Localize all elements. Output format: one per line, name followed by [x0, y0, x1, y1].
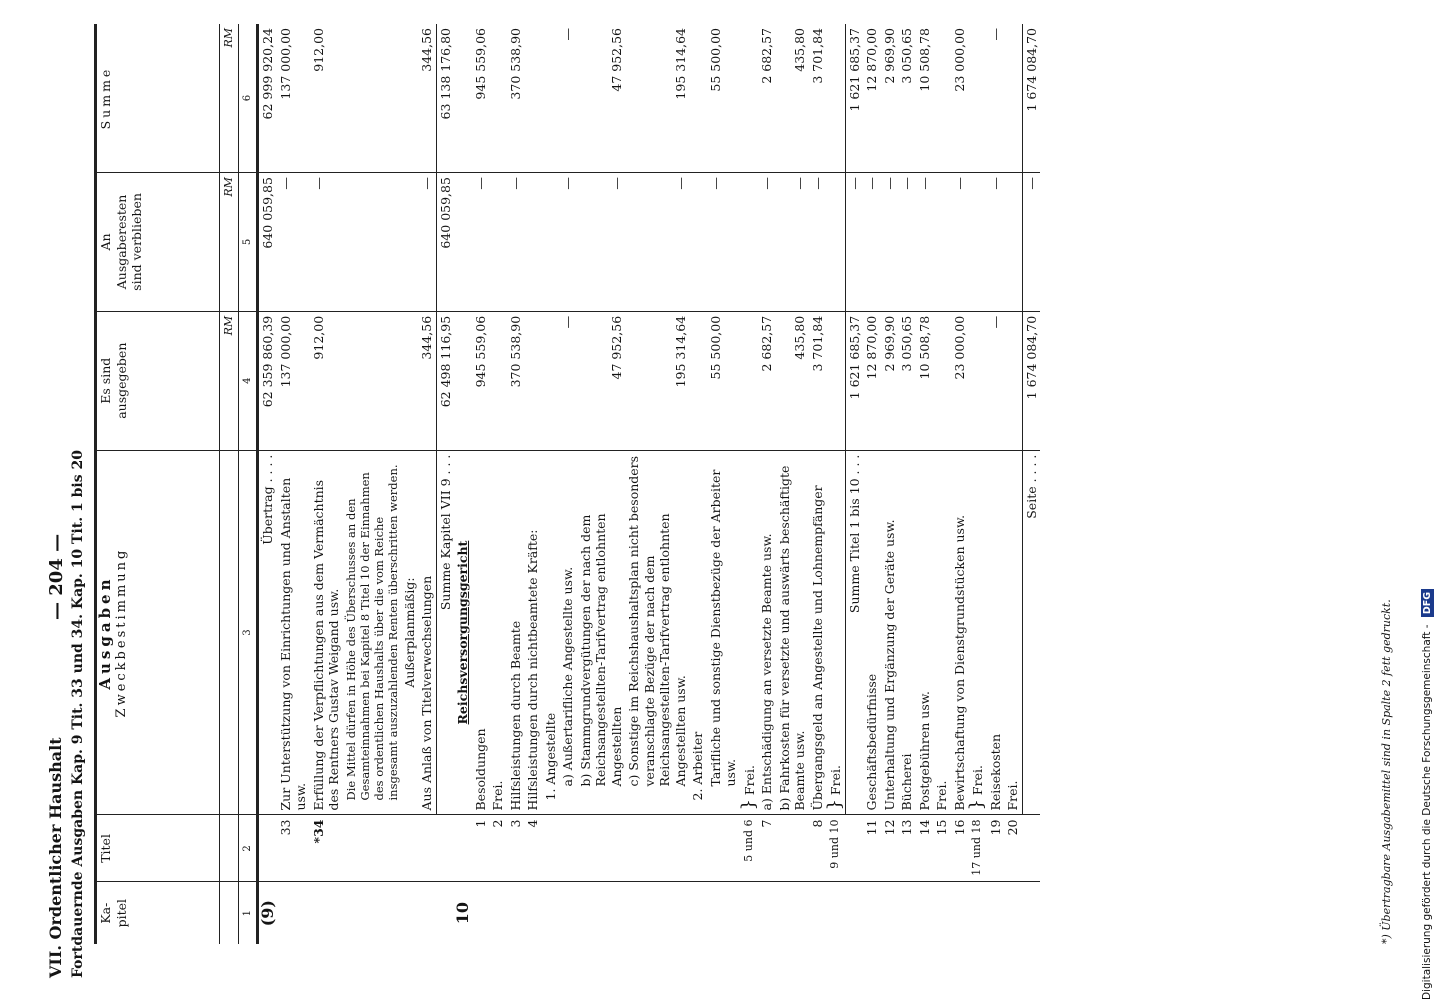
column-number: 4 — [238, 311, 258, 450]
table-row — [343, 24, 401, 944]
row-label: Bewirtschaftung von Dienstgrundstücken usw. — [951, 450, 969, 815]
table-row — [310, 24, 343, 944]
cell-ausgegeben: 3 050,65 — [898, 311, 916, 450]
table-row — [863, 24, 881, 944]
table-row — [740, 24, 759, 944]
table-row — [258, 24, 277, 944]
column-number: 6 — [238, 24, 258, 173]
row-label: a) Entschädigung an versetzte Beamte usw. — [758, 450, 776, 815]
cell-ausgegeben: 3 701,84 — [809, 311, 827, 450]
kapitel-number: 10 — [454, 882, 472, 944]
row-label: Geschäftsbedürfnisse — [863, 450, 881, 815]
table-row — [758, 24, 776, 944]
cell-titel: 17 und 18 — [968, 815, 987, 882]
table-row — [689, 24, 707, 944]
row-label: Tarifliche und sonstige Dienstbezüge der Arbeiter usw. — [707, 450, 740, 815]
col-ausgabereste: An Ausgaberesten sind verblieben — [96, 173, 220, 312]
cell-ausgegeben: 945 559,06 — [472, 311, 490, 450]
cell-ausgegeben: 195 314,64 — [625, 311, 689, 450]
row-label: b) Stammgrundvergütungen der nach dem Reichsangestellten-Tarifvertrag entlohnten Angestellten — [577, 450, 626, 815]
cell-titel: 15 — [933, 815, 951, 882]
sum-label: Summe Titel 1 bis 10 . . . — [845, 450, 863, 815]
col-kapitel: Ka- pitel — [96, 882, 220, 944]
row-label: Postgebühren usw. — [916, 450, 934, 815]
column-number: 2 — [238, 815, 258, 882]
row-label: Erfüllung der Verpflichtungen aus dem Vermächtnis des Rentners Gustav Weigand usw. — [310, 450, 343, 815]
brace-icon: } — [737, 799, 759, 811]
row-label: b) Fahrkosten für versetzte und auswärts beschäftigte Beamte usw. — [776, 450, 809, 815]
row-label: Frei. — [741, 765, 757, 796]
table-row — [577, 24, 626, 944]
row-label: Frei. — [970, 765, 985, 796]
table-row — [881, 24, 899, 944]
cell-reste: — — [707, 173, 740, 312]
table-row — [542, 24, 560, 944]
row-label: Besoldungen — [472, 450, 490, 815]
cell-summe: 435,80 — [792, 28, 807, 72]
row-label: Übertrag . . . . — [258, 450, 277, 815]
table-row — [524, 24, 542, 944]
unit-label: RM — [220, 173, 239, 312]
digitization-credit — [1420, 10, 1434, 1000]
cell-ausgegeben: 10 508,78 — [916, 311, 934, 450]
cell-titel: 7 — [758, 815, 776, 882]
cell-titel: 2 — [489, 815, 507, 882]
page-number: — 204 — — [46, 533, 67, 620]
cell-reste: — — [845, 173, 863, 312]
credit-text: Digitalisierung gefördert durch die Deutsche Forschungsgemeinschaft - — [1421, 624, 1433, 1000]
cell-titel: 19 — [987, 815, 1005, 882]
table-header-row — [96, 24, 220, 944]
row-label: Frei. — [1004, 450, 1022, 815]
cell-reste: — — [809, 173, 827, 312]
cell-summe: 945 559,06 — [472, 28, 488, 100]
note-text: Die Mittel dürfen in Höhe des Überschusses an den Gesamteinnahmen bei Kapitel 8 Titel 10 der Einnahmen des ordentlichen Haushalts über die vom Reiche insgesamt auszuzahlenden Renten überschritten werden. — [343, 450, 401, 815]
table-row — [489, 24, 507, 944]
cell-reste: — — [472, 173, 490, 312]
sum-row — [436, 24, 454, 944]
row-label: Frei. — [933, 450, 951, 815]
cell-reste: — — [559, 173, 577, 312]
row-label: Unterhaltung und Ergänzung der Geräte usw. — [881, 450, 899, 815]
cell-summe: 2 969,90 — [881, 28, 897, 84]
cell-reste: — — [987, 173, 1005, 312]
row-label: Hilfsleistungen durch nichtbeamtete Kräfte: — [524, 450, 542, 815]
table-row — [401, 24, 419, 944]
cell-summe: 23 000,00 — [951, 28, 967, 92]
kapitel-number: (9) — [258, 882, 277, 944]
cell-summe: 12 870,00 — [864, 28, 879, 92]
table-row — [418, 24, 436, 944]
cell-summe: 3 050,65 — [899, 28, 914, 84]
unit-row — [220, 24, 239, 944]
row-label: Übergangsgeld an Angestellte und Lohnempfänger — [809, 450, 827, 815]
cell-ausgegeben: 370 538,90 — [507, 311, 525, 450]
cell-ausgegeben: 344,56 — [418, 311, 436, 450]
cell-summe: 10 508,78 — [916, 28, 932, 92]
cell-reste: 640 059,85 — [436, 173, 454, 312]
column-number: 1 — [238, 882, 258, 944]
cell-ausgegeben: 2 682,57 — [758, 311, 776, 450]
cell-reste: — — [863, 173, 881, 312]
cell-reste: — — [881, 173, 899, 312]
unit-label: RM — [220, 311, 239, 450]
cell-ausgegeben: 23 000,00 — [951, 311, 969, 450]
cell-summe: 47 952,56 — [608, 28, 624, 92]
cell-ausgegeben: 435,80 — [776, 311, 809, 450]
unit-label: RM — [222, 28, 235, 48]
table-row — [826, 24, 845, 944]
cell-titel: 8 — [809, 815, 827, 882]
cell-reste: — — [418, 173, 436, 312]
cell-ausgegeben: 55 500,00 — [707, 311, 740, 450]
row-label: Reisekosten — [987, 450, 1005, 815]
cell-summe: 1 674 084,70 — [1022, 24, 1040, 173]
cell-ausgegeben: 1 621 685,37 — [845, 311, 863, 450]
cell-summe: 912,00 — [310, 28, 326, 72]
col-titel: Titel — [96, 815, 220, 882]
table-row — [776, 24, 809, 944]
brace-icon: } — [966, 799, 987, 811]
table-row — [559, 24, 577, 944]
ausserplan-heading: Außerplanmäßig: — [401, 450, 419, 815]
sum-row — [845, 24, 863, 944]
cell-reste: — — [951, 173, 969, 312]
table-row — [987, 24, 1005, 944]
row-label: Aus Anlaß von Titelverwechselungen — [418, 450, 436, 815]
brace-icon: } — [824, 799, 845, 811]
cell-titel: 13 — [898, 815, 916, 882]
table-row — [968, 24, 987, 944]
cell-reste: — — [1022, 173, 1040, 312]
cell-ausgegeben: 137 000,00 — [277, 311, 310, 450]
table-row — [472, 24, 490, 944]
cell-summe: 62 999 920,24 — [260, 28, 275, 120]
cell-ausgegeben: 2 969,90 — [881, 311, 899, 450]
cell-reste: — — [916, 173, 934, 312]
cell-ausgegeben: 12 870,00 — [863, 311, 881, 450]
cell-summe: 1 621 685,37 — [845, 24, 863, 173]
cell-ausgegeben: 62 359 860,39 — [258, 311, 277, 450]
cell-titel: 16 — [951, 815, 969, 882]
col-ausgegeben: Es sind ausgegeben — [96, 311, 220, 450]
cell-titel: 4 — [524, 815, 542, 882]
dfg-logo: DFG — [1421, 589, 1434, 617]
column-number: 5 — [238, 173, 258, 312]
cell-reste: — — [310, 173, 343, 312]
cell-summe: 2 682,57 — [759, 28, 774, 84]
cell-titel: 5 und 6 — [740, 815, 759, 882]
cell-titel: 12 — [881, 815, 899, 882]
cell-titel: 20 — [1004, 815, 1022, 882]
sum-row — [1022, 24, 1040, 944]
cell-ausgegeben: 1 674 084,70 — [1022, 311, 1040, 450]
cell-titel: *34 — [310, 815, 343, 882]
table-row — [507, 24, 525, 944]
cell-ausgegeben: 62 498 116,95 — [436, 311, 454, 450]
row-label: Frei. — [489, 450, 507, 815]
cell-ausgegeben: 47 952,56 — [577, 311, 626, 450]
cell-summe: 370 538,90 — [507, 28, 523, 100]
cell-reste: 640 059,85 — [258, 173, 277, 312]
header-section-title: VII. Ordentlicher Haushalt — [46, 737, 65, 978]
table-row — [707, 24, 740, 944]
table-row — [277, 24, 310, 944]
header-subtitle: Fortdauernde Ausgaben Kap. 9 Tit. 33 und 34. Kap. 10 Tit. 1 bis 20 — [70, 450, 86, 978]
cell-titel: 3 — [507, 815, 525, 882]
table-row — [916, 24, 934, 944]
cell-summe: 55 500,00 — [707, 28, 723, 92]
cell-ausgegeben: — — [987, 311, 1005, 450]
sum-label: Summe Kapitel VII 9 . . . — [436, 450, 454, 815]
cell-titel: 1 — [472, 815, 490, 882]
column-number-row — [238, 24, 258, 944]
cell-reste: — — [277, 173, 310, 312]
cell-summe: — — [987, 28, 1003, 41]
cell-titel: 11 — [863, 815, 881, 882]
cell-summe: 195 314,64 — [672, 28, 688, 100]
row-label: 2. Arbeiter — [689, 450, 707, 815]
cell-reste: — — [898, 173, 916, 312]
cell-reste: — — [776, 173, 809, 312]
budget-table — [94, 24, 1040, 944]
section-heading: Reichsversorgungsgericht — [454, 450, 472, 815]
cell-titel: 14 — [916, 815, 934, 882]
cell-summe: 137 000,00 — [277, 28, 293, 100]
cell-summe: — — [560, 28, 575, 41]
row-label: Bücherei — [898, 450, 916, 815]
cell-reste: — — [507, 173, 525, 312]
cell-reste: — — [758, 173, 776, 312]
table-row — [898, 24, 916, 944]
footnote: *) Übertragbare Ausgabemittel sind in Spalte 2 fett gedruckt. — [1380, 599, 1393, 944]
cell-summe: 63 138 176,80 — [436, 24, 454, 173]
cell-titel: 33 — [277, 815, 310, 882]
cell-ausgegeben: 912,00 — [310, 311, 343, 450]
col-zweck — [96, 450, 220, 815]
sum-label: Seite . . . . — [1022, 450, 1040, 815]
table-row — [1004, 24, 1022, 944]
row-label: a) Außertarifliche Angestellte usw. — [559, 450, 577, 815]
column-number: 3 — [238, 450, 258, 815]
row-label: Zur Unterstützung von Einrichtungen und Anstalten usw. — [277, 450, 310, 815]
row-label: Hilfsleistungen durch Beamte — [507, 450, 525, 815]
table-row — [454, 24, 472, 944]
cell-reste: — — [625, 173, 689, 312]
row-label: 1. Angestellte — [542, 450, 560, 815]
cell-summe: 3 701,84 — [809, 28, 825, 84]
cell-ausgegeben: — — [559, 311, 577, 450]
row-label: c) Sonstige im Reichshaushaltsplan nicht besonders veranschlagte Bezüge der nach dem Reichsangestellten-Tarifvertrag entlohnten Angestellten usw. — [625, 450, 689, 815]
cell-titel: 9 und 10 — [826, 815, 845, 882]
cell-reste: — — [577, 173, 626, 312]
col-summe: Summe — [96, 24, 220, 173]
table-row — [625, 24, 689, 944]
table-row — [933, 24, 951, 944]
cell-summe: 344,56 — [419, 28, 434, 72]
col-ausgaben-title: Ausgaben — [96, 575, 114, 690]
row-label: Frei. — [828, 765, 843, 796]
col-zweck-title: Zweckbestimmung — [113, 547, 129, 718]
